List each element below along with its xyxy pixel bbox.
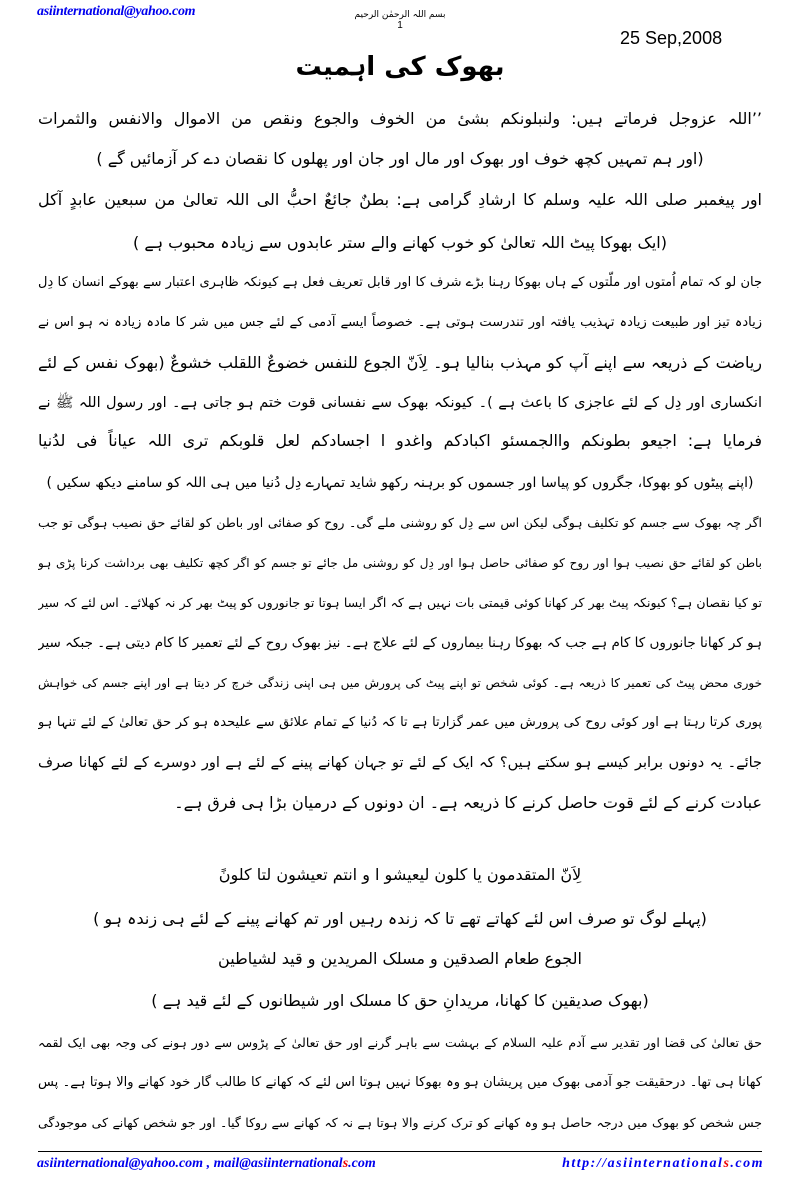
mail-s: s — [342, 1156, 349, 1171]
text-line: حق تعالیٰ کی قضا اور تقدیر سے آدم علیہ السلام کے بہشت سے باہر گرنے اور حق تعالیٰ کے پڑوس سے دور ہونے کی وجہ بھی ایک لقمہ — [38, 1035, 762, 1050]
text-line: پوری کرتا رہتا ہے اور کوئی روح کی پرورش میں عمر گزارتا ہے تا کہ دُنیا کے تمام علائق سے علیحدہ ہو کر حق تعالیٰ کے لئے تنہا ہو — [38, 715, 762, 730]
quote-line: الجوع طعام الصدقین و مسلک المریدین و قید لشیاطین — [218, 949, 582, 968]
text-line: اگر چہ بھوک سے جسم کو تکلیف ہوگی لیکن اس سے دِل کو روشنی ملے گی۔ روح کو صفائی اور باطن کو لقائے حق نصیب ہوگی تو جب — [38, 515, 762, 530]
page-number: 1 — [397, 20, 403, 31]
text-line: جان لو کہ تمام اُمتوں اور ملّتوں کے ہاں بھوکا رہنا بڑے شرف کا اور قابل تعریف فعل ہے کیونکہ ظاہری اعتبار سے بھوکے انسان کا دِل — [38, 275, 762, 290]
quote-line: (بھوک صدیقین کا کھانا، مریدانِ حق کا مسلک اور شیطانوں کے لئے قید ہے ) — [151, 991, 649, 1010]
text-line: جس شخص کو بھوک میں درجہ حاصل ہو وہ کھانے کو ترک کرنے والا ہوتا ہے نہ کہ کھانے سے روکا گیا۔ اور جو شخص کھانے کی موجودگی — [38, 1115, 762, 1130]
mail-tld: .com — [348, 1156, 376, 1171]
date: 25 Sep,2008 — [620, 28, 723, 48]
text-line: تو کیا نقصان ہے؟ کیونکہ پیٹ بھر کر کھانا کوئی قیمتی بات نہیں ہے کہ اگر ایسا ہوتا تو جانوروں کو پیٹ بھر کر نہ کھلائے۔ اس لئے کہ سیر — [38, 595, 762, 610]
quote-line: (اور ہم تمہیں کچھ خوف اور بھوک اور مال اور جان اور پھلوں کا نقصان دے کر آزمائیں گے ) — [96, 149, 704, 168]
separator: , — [203, 1156, 214, 1171]
footer-mail-link[interactable] — [214, 1156, 376, 1171]
text-line: ہو کر کھانا جانوروں کا کام ہے جب کہ بھوکا رہنا بیماروں کے لئے علاج ہے۔ نیز بھوک روح کے لئے تعمیر کا کام دیتی ہے۔ جبکہ سیر — [38, 635, 762, 651]
quote-line: (پہلے لوگ تو صرف اس لئے کھاتے تھے تا کہ زندہ رہیں اور تم کھانے پینے کے لئے ہی زندہ ہو ) — [93, 909, 707, 928]
url-tld: .com — [730, 1156, 764, 1171]
quote-line: لِاَنّ المتقدمون یا کلون لیعیشو ا و انتم تعیشون لتا کلونً — [218, 865, 582, 884]
footer-email-link[interactable]: asiinternational@yahoo.com — [37, 1156, 204, 1171]
text-line: خوری محض پیٹ کی تعمیر کا ذریعہ ہے۔ کوئی شخص تو اپنے پیٹ کی پرورش میں ہی اپنی زندگی خرچ کر دیتا ہے اور اپنے جسم کی خواہش — [38, 676, 762, 690]
text-line: اور پیغمبر صلی اللہ علیہ وسلم کا ارشادِ گرامی ہے: بطنٌ جائعٌ احبُّ الی اللہ تعالیٰ من سبعین عابدٍ آکل — [38, 190, 762, 209]
quote-line: (اپنے پیٹوں کو بھوکا، جگروں کو پیاسا اور جسموں کو برہنہ رکھو شاید تمہارے دِل دُنیا میں ہی اللہ کو سامنے دیکھ سکیں ) — [46, 475, 754, 491]
url-part: http://asiinternational — [562, 1156, 724, 1171]
text-line: کھانا ہی تھا۔ درحقیقت جو آدمی بھوک میں پریشان ہو وہ بھوکا نہیں ہوتا اس لئے کہ کھانے کا طالب گار خود کھانے والا ہوتا ہے۔ پس — [38, 1075, 762, 1090]
text-line: ریاضت کے ذریعہ سے اپنے آپ کو مہذب بنالیا ہو۔ لِاَنّ الجوع للنفس خضوعٌ اللقلب خشوعٌ (بھوک نفس کے لئے — [38, 353, 762, 372]
page-title: بھوک کی اہمیت — [295, 52, 505, 82]
mail-part: mail@asiinternational — [213, 1156, 343, 1171]
footer-emails — [37, 1156, 376, 1172]
url-s: s — [723, 1156, 731, 1171]
header-email-link[interactable]: asiinternational@yahoo.com — [37, 4, 196, 19]
footer-divider — [38, 1151, 762, 1152]
quote-line: (ایک بھوکا پیٹ اللہ تعالیٰ کو خوب کھانے والے ستر عابدوں سے زیادہ محبوب ہے ) — [133, 233, 667, 252]
text-line: ’’اللہ عزوجل فرماتے ہیں: ولنبلونکم بشیٔ من الخوف والجوع ونقص من الاموال والانفس والثمرات — [38, 109, 762, 128]
text-line: باطن کو لقائے حق نصیب ہوا اور روح کو صفائی حاصل ہوا اور دِل کو روشنی مل جائے تو جسم کو اگر کچھ تکلیف بھی برداشت کرنا پڑی ہو — [38, 556, 762, 570]
text-line: جائے۔ یہ دونوں برابر کیسے ہو سکتے ہیں؟ کہ ایک کے لئے تو جہان کھانے پینے کے لئے ہے اور دوسرے کے لئے کھانا صرف — [38, 755, 762, 771]
bismillah: بسم اللہ الرحمٰن الرحیم — [354, 10, 446, 20]
text-line: زیادہ تیز اور طبیعت زیادہ تہذیب یافتہ اور تندرست ہوتی ہے۔ خصوصاً ایسے آدمی کے لئے جس میں شر کا مادہ زیادہ نہ ہو اس نے — [38, 315, 762, 330]
footer-website-link[interactable] — [562, 1156, 764, 1172]
text-line: عبادت کرنے کے لئے قوت حاصل کرنے کا ذریعہ ہے۔ ان دونوں کے درمیان بڑا ہی فرق ہے۔ — [174, 793, 762, 812]
text-line: انکساری اور دِل کے لئے عاجزی کا باعث ہے )۔ کیونکہ بھوک سے نفسانی قوت ختم ہو جاتی ہے۔ اور رسول اللہ ﷺ نے — [38, 395, 762, 411]
text-line: فرمایا ہے: اجیعو بطونکم واالجمسئو اکبادکم واغدو ا اجسادکم لعل قلوبکم تری اللہ عیاناً فی لدُنیا — [38, 431, 762, 450]
